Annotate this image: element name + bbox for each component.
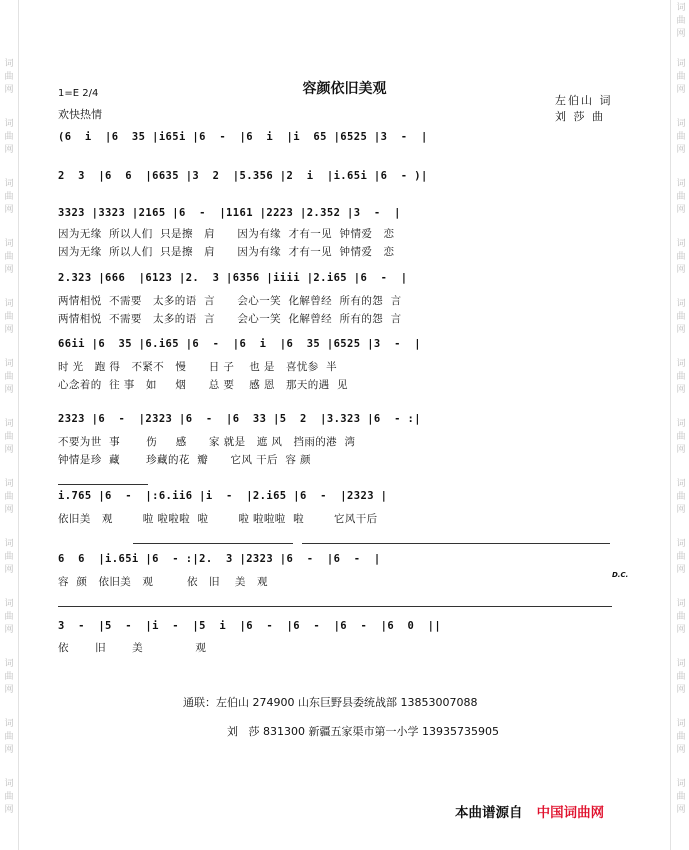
watermark-text: 词曲网 xyxy=(4,599,14,635)
watermark-text: 词曲网 xyxy=(4,239,14,275)
watermark-text: 词曲网 xyxy=(676,59,686,95)
score-line-2: 2 3 |6 6 |6635 |3 2 |5.356 |2 i |i.65i |6 - )| xyxy=(58,170,428,182)
tempo-marking: 欢快热情 xyxy=(58,108,102,121)
lyric-line-4a: 两情相悦 不需要 太多的语 言 会心一笑 化解曾经 所有的怨 言 xyxy=(58,295,402,307)
watermark-text: 词曲网 xyxy=(676,299,686,335)
watermark-text: 词曲网 xyxy=(676,539,686,575)
score-line-9: 3 - |5 - |i - |5 i |6 - |6 - |6 - |6 0 || xyxy=(58,620,442,632)
score-line-8: 6 6 |i.65i |6 - :|2. 3 |2323 |6 - |6 - | xyxy=(58,553,381,565)
key-signature: 1=E 2/4 xyxy=(58,88,99,99)
volta-bracket xyxy=(302,543,610,544)
lyric-line-3b: 因为无缘 所以人们 只是擦 肩 因为有缘 才有一见 钟情爱 恋 xyxy=(58,246,395,258)
watermark-text: 词曲网 xyxy=(676,659,686,695)
lyric-line-6b: 钟情是珍 藏 珍藏的花 瓣 它风 干后 容 颜 xyxy=(58,454,311,466)
da-capo-marking: D.C. xyxy=(612,571,629,579)
watermark-text: 词曲网 xyxy=(4,119,14,155)
lyric-line-4b: 两情相悦 不需要 太多的语 言 会心一笑 化解曾经 所有的怨 言 xyxy=(58,313,402,325)
watermark-text: 词曲网 xyxy=(4,179,14,215)
score-line-4: 2.323 |666 |6123 |2. 3 |6356 |iiii |2.i65 |6 - | xyxy=(58,272,408,284)
watermark-text: 词曲网 xyxy=(676,419,686,455)
watermark-text: 词曲网 xyxy=(676,359,686,395)
watermark-text: 词曲网 xyxy=(4,419,14,455)
contact-line-2: 刘 莎 831300 新疆五家渠市第一小学 13935735905 xyxy=(227,725,499,738)
source-credit xyxy=(455,801,604,821)
score-line-6: 2323 |6 - |2323 |6 - |6 33 |5 2 |3.323 |6 - :| xyxy=(58,413,421,425)
watermark-text: 词曲网 xyxy=(4,479,14,515)
lyric-line-7a: 依旧美 观 啦 啦啦啦 啦 啦 啦啦啦 啦 它风干后 xyxy=(58,513,378,525)
lyricist-credit: 左伯山 词 xyxy=(555,94,613,107)
watermark-text: 词曲网 xyxy=(4,779,14,815)
lyric-line-8a: 容 颜 依旧美 观 依 旧 美 观 xyxy=(58,576,268,588)
watermark-text: 词曲网 xyxy=(676,719,686,755)
watermark-text: 词曲网 xyxy=(4,59,14,95)
watermark-text: 词曲网 xyxy=(676,179,686,215)
watermark-text: 词曲网 xyxy=(676,779,686,815)
score-line-5: 66ii |6 35 |6.i65 |6 - |6 i |6 35 |6525 |3 - | xyxy=(58,338,421,350)
watermark-text: 词曲网 xyxy=(676,599,686,635)
source-prefix: 本曲谱源自 xyxy=(455,805,523,821)
lyric-line-9a: 依 旧 美 观 xyxy=(58,642,207,654)
score-line-3: 3323 |3323 |2165 |6 - |1161 |2223 |2.352 |3 - | xyxy=(58,207,401,219)
volta-bracket xyxy=(58,484,148,485)
lyric-line-5a: 时 光 跑 得 不紧不 慢 日 子 也 是 喜忧参 半 xyxy=(58,361,338,373)
score-line-1: (6 i |6 35 |i65i |6 - |6 i |i 65 |6525 |3 - | xyxy=(58,131,428,143)
watermark-text: 词曲网 xyxy=(4,299,14,335)
watermark-text: 词曲网 xyxy=(676,239,686,275)
watermark-text: 词曲网 xyxy=(676,3,686,39)
source-site-link[interactable]: 中国词曲网 xyxy=(536,805,605,821)
song-title: 容颜依旧美观 xyxy=(302,81,387,97)
volta-bracket xyxy=(133,543,293,544)
watermark-text: 词曲网 xyxy=(4,719,14,755)
right-watermark-strip xyxy=(670,0,689,850)
contact-line-1: 通联：左伯山 274900 山东巨野县委统战部 13853007088 xyxy=(183,696,478,709)
watermark-text: 词曲网 xyxy=(676,119,686,155)
watermark-text: 词曲网 xyxy=(676,479,686,515)
lyric-line-6a: 不要为世 事 伤 感 家 就是 遮 风 挡雨的港 湾 xyxy=(58,436,356,448)
watermark-text: 词曲网 xyxy=(4,659,14,695)
lyric-line-3a: 因为无缘 所以人们 只是擦 肩 因为有缘 才有一见 钟情爱 恋 xyxy=(58,228,395,240)
watermark-text: 词曲网 xyxy=(4,359,14,395)
left-watermark-strip xyxy=(0,0,19,850)
watermark-text: 词曲网 xyxy=(4,539,14,575)
score-line-7: i.765 |6 - |:6.ii6 |i - |2.i65 |6 - |2323 | xyxy=(58,490,388,502)
lyric-line-5b: 心念着的 往 事 如 烟 总 要 感 恩 那天的遇 见 xyxy=(58,379,348,391)
composer-credit: 刘 莎 曲 xyxy=(555,110,605,123)
volta-bracket xyxy=(58,606,612,607)
